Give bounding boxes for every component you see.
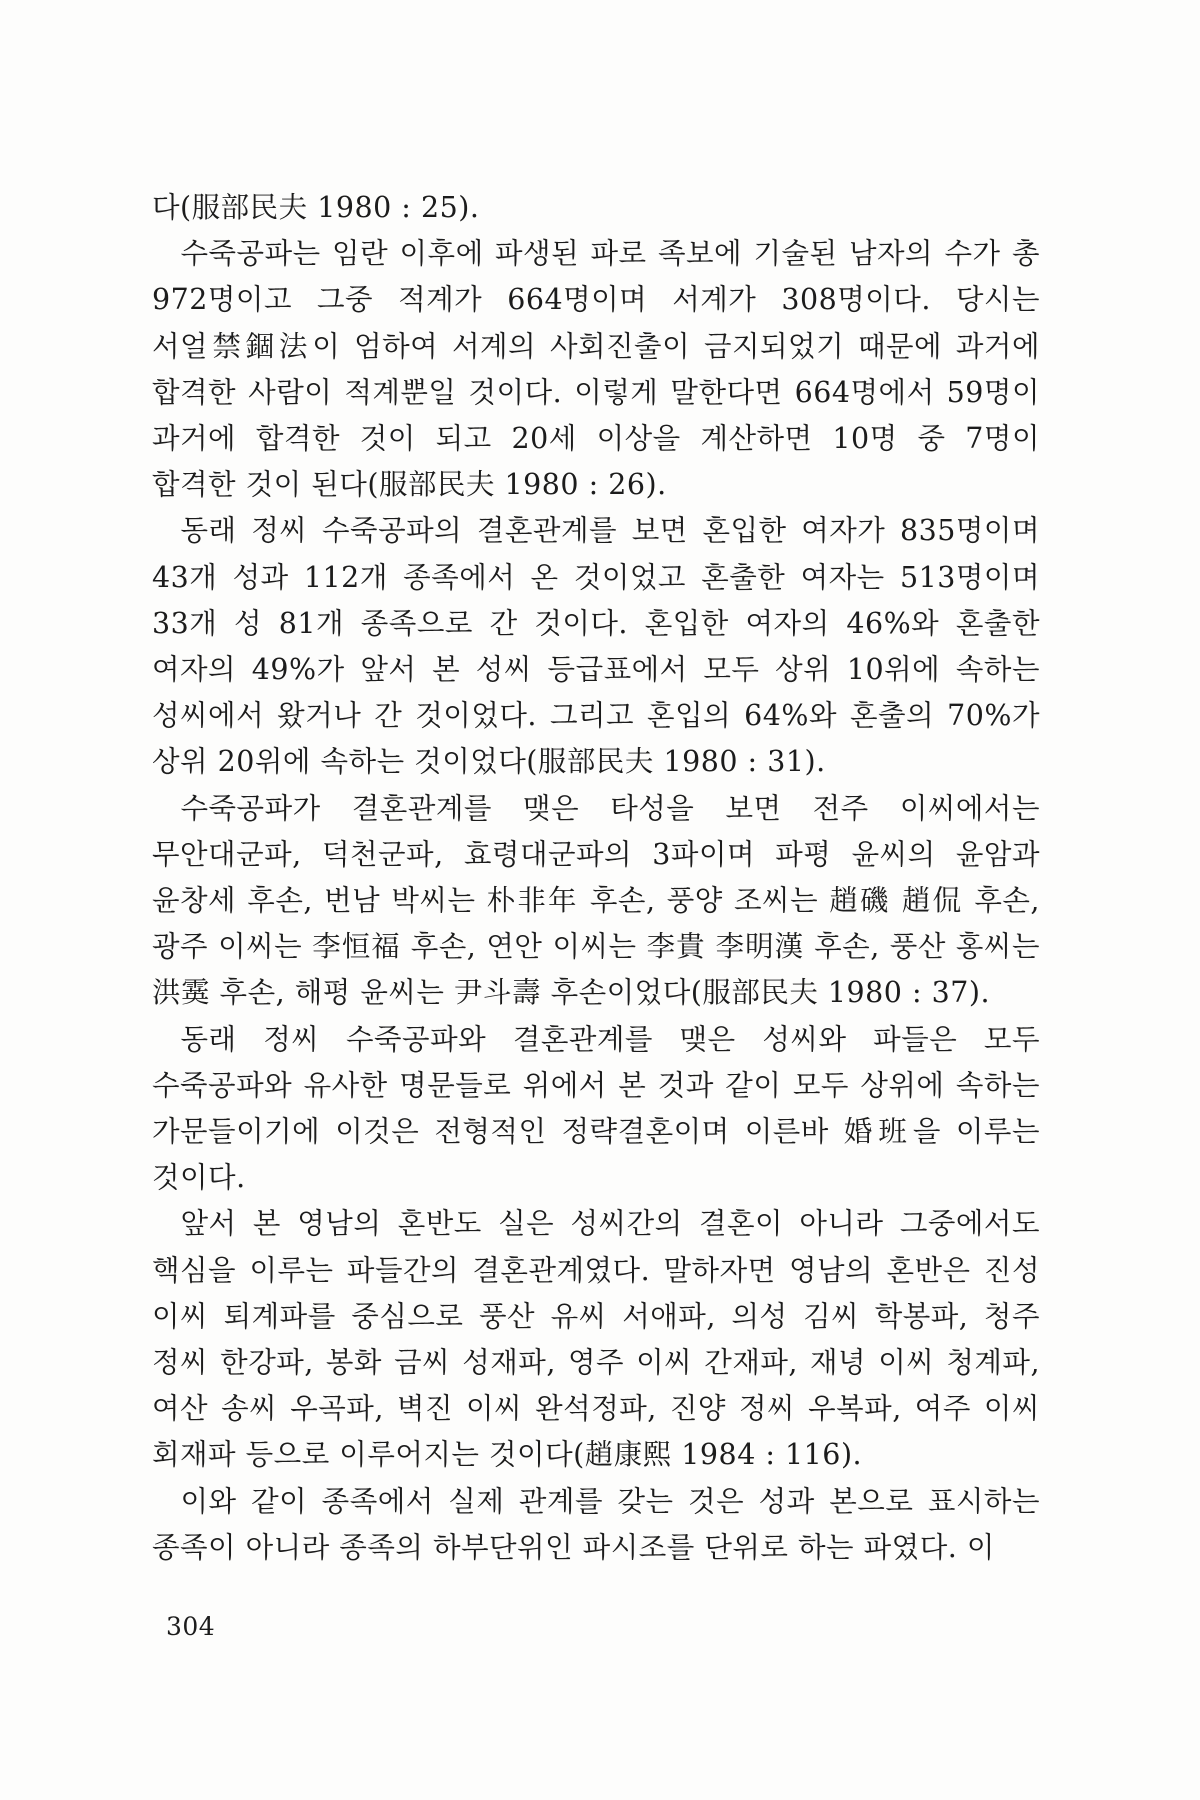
paragraph-3: 동래 정씨 수죽공파의 결혼관계를 보면 혼입한 여자가 835명이며 43개 성과 112개 종족에서 온 것이었고 혼출한 여자는 513명이며 33개 성 81개 종족으로 간 것이다. 혼입한 여자의 46%와 혼출한 여자의 49%가 앞서 본 성씨 등급표에서 모두 상위 10위에 속하는 성씨에서 왔거나 간 것이었다. 그리고 혼입의 64%와 혼출의 70%가 상위 20위에 속하는 것이었다(服部民夫 1980 : 31).	[152, 514, 1040, 779]
paragraph-6: 앞서 본 영남의 혼반도 실은 성씨간의 결혼이 아니라 그중에서도 핵심을 이루는 파들간의 결혼관계였다. 말하자면 영남의 혼반은 진성 이씨 퇴계파를 중심으로 풍산 유씨 서애파, 의성 김씨 학봉파, 청주 정씨 한강파, 봉화 금씨 성재파, 영주 이씨 간재파, 재녕 이씨 청계파, 여산 송씨 우곡파, 벽진 이씨 완석정파, 진양 정씨 우복파, 여주 이씨 회재파 등으로 이루어지는 것이다(趙康熙 1984 : 116).	[152, 1207, 1040, 1472]
body-text	[152, 185, 1040, 1571]
page-number: 304	[166, 1612, 216, 1641]
paragraph-7: 이와 같이 종족에서 실제 관계를 갖는 것은 성과 본으로 표시하는 종족이 아니라 종족의 하부단위인 파시조를 단위로 하는 파였다. 이	[152, 1484, 1040, 1564]
paragraph-5: 동래 정씨 수죽공파와 결혼관계를 맺은 성씨와 파들은 모두 수죽공파와 유사한 명문들로 위에서 본 것과 같이 모두 상위에 속하는 가문들이기에 이것은 전형적인 정략결혼이며 이른바 婚班을 이루는 것이다.	[152, 1022, 1040, 1195]
paragraph-2: 수죽공파는 임란 이후에 파생된 파로 족보에 기술된 남자의 수가 총 972명이고 그중 적계가 664명이며 서계가 308명이다. 당시는 서얼禁錮法이 엄하여 서계의 사회진출이 금지되었기 때문에 과거에 합격한 사람이 적계뿐일 것이다. 이렇게 말한다면 664명에서 59명이 과거에 합격한 것이 되고 20세 이상을 계산하면 10명 중 7명이 합격한 것이 된다(服部民夫 1980 : 26).	[152, 237, 1040, 502]
paragraph-4: 수죽공파가 결혼관계를 맺은 타성을 보면 전주 이씨에서는 무안대군파, 덕천군파, 효령대군파의 3파이며 파평 윤씨의 윤암과 윤창세 후손, 번남 박씨는 朴非年 후손, 풍양 조씨는 趙磯 趙侃 후손, 광주 이씨는 李恒福 후손, 연안 이씨는 李貴 李明漢 후손, 풍산 홍씨는 洪霙 후손, 해평 윤씨는 尹斗壽 후손이었다(服部民夫 1980 : 37).	[152, 791, 1040, 1010]
paragraph-1: 다(服部民夫 1980 : 25).	[152, 191, 480, 224]
